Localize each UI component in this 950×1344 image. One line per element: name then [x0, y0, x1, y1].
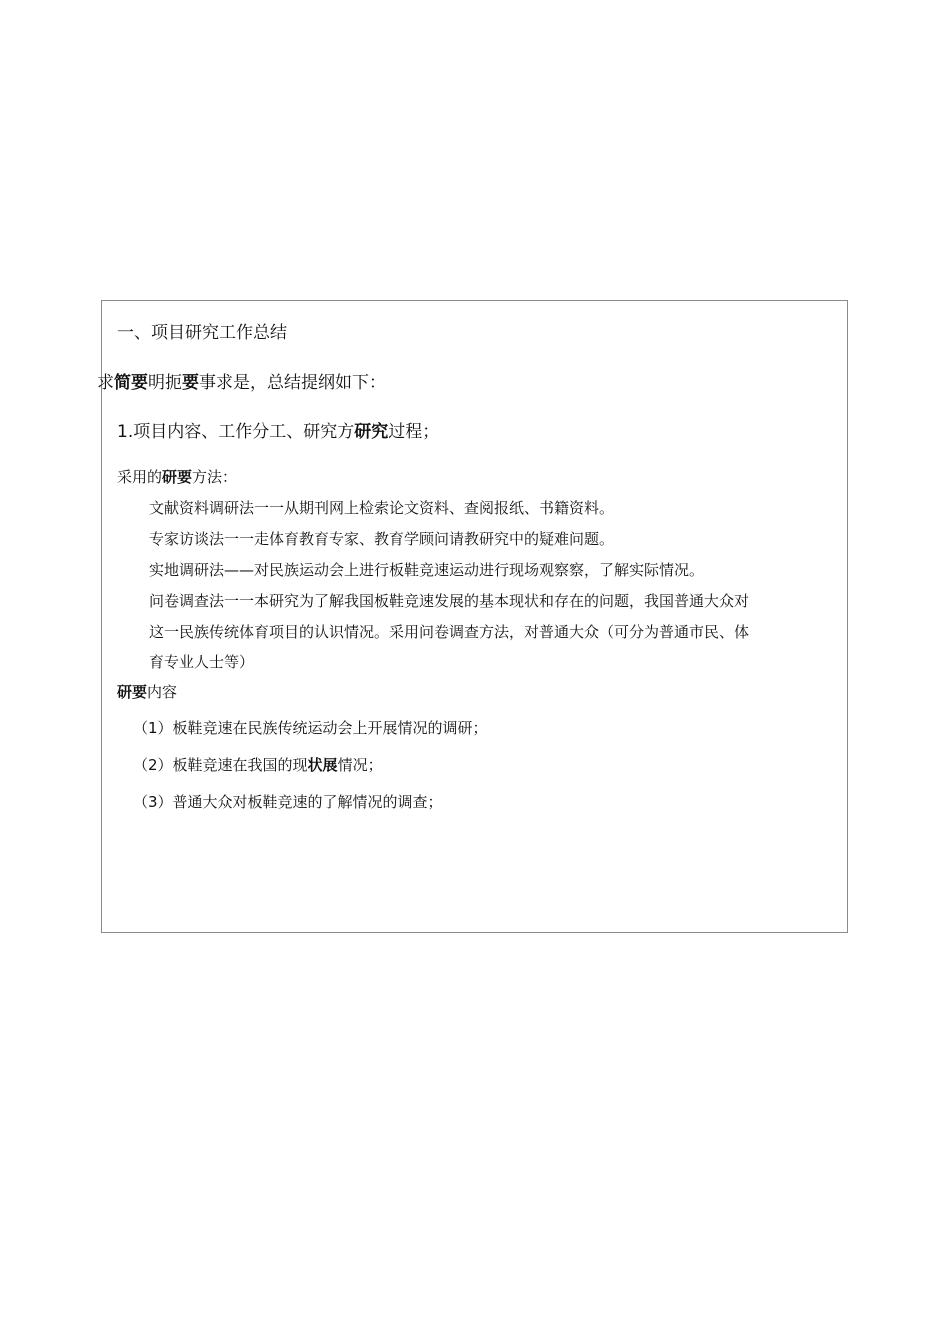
subtitle-bold-2: 要	[182, 373, 199, 393]
method-item: 问卷调查法一一本研究为了解我国板鞋竞速发展的基本现状和存在的问题，我国普通大众对	[149, 592, 750, 610]
content-heading-rest: 内容	[147, 683, 178, 701]
methods-heading-prefix: 采用的	[117, 468, 163, 486]
subtitle-bold-1: 简要	[114, 373, 148, 393]
method-item: 实地调研法——对民族运动会上进行板鞋竞速运动进行现场观察察，了解实际情况。	[149, 561, 705, 579]
section-subtitle	[97, 375, 386, 392]
content-heading	[117, 685, 177, 700]
item-1-heading	[117, 424, 439, 441]
methods-heading	[117, 470, 237, 485]
subtitle-prefix: 求	[97, 373, 114, 393]
item-1-bold: 研究	[354, 422, 389, 442]
methods-heading-bold: 研要	[162, 468, 193, 486]
item-1-prefix: 1.项目内容、工作分工、研究方	[117, 422, 355, 442]
method-item: 这一民族传统体育项目的认识情况。采用问卷调查方法，对普通大众（可分为普通市民、体	[149, 623, 750, 641]
content-item: （3）普通大众对板鞋竞速的了解情况的调查；	[133, 793, 443, 811]
method-item: 文献资料调研法一一从期刊网上检索论文资料、查阅报纸、书籍资料。	[149, 499, 615, 517]
subtitle-mid: 明扼	[148, 373, 182, 393]
summary-frame	[101, 300, 848, 933]
section-title: 一、项目研究工作总结	[117, 323, 287, 343]
method-item: 专家访谈法一一走体育教育专家、教育学顾问请教研究中的疑难问题。	[149, 530, 615, 548]
item-1-rest: 过程；	[388, 422, 440, 442]
content-item-2-bold: 状展	[307, 756, 338, 774]
content-item: （1）板鞋竞速在民族传统运动会上开展情况的调研；	[133, 719, 488, 737]
content-heading-bold: 研要	[117, 683, 148, 701]
content-item	[133, 758, 383, 773]
method-item: 育专业人士等）	[149, 653, 255, 671]
content-item-2-rest: 情况；	[337, 756, 383, 774]
methods-heading-rest: 方法：	[192, 468, 238, 486]
content-item-2-prefix: （2）板鞋竞速在我国的现	[133, 756, 308, 774]
subtitle-rest: 事求是，总结提纲如下：	[199, 373, 386, 393]
